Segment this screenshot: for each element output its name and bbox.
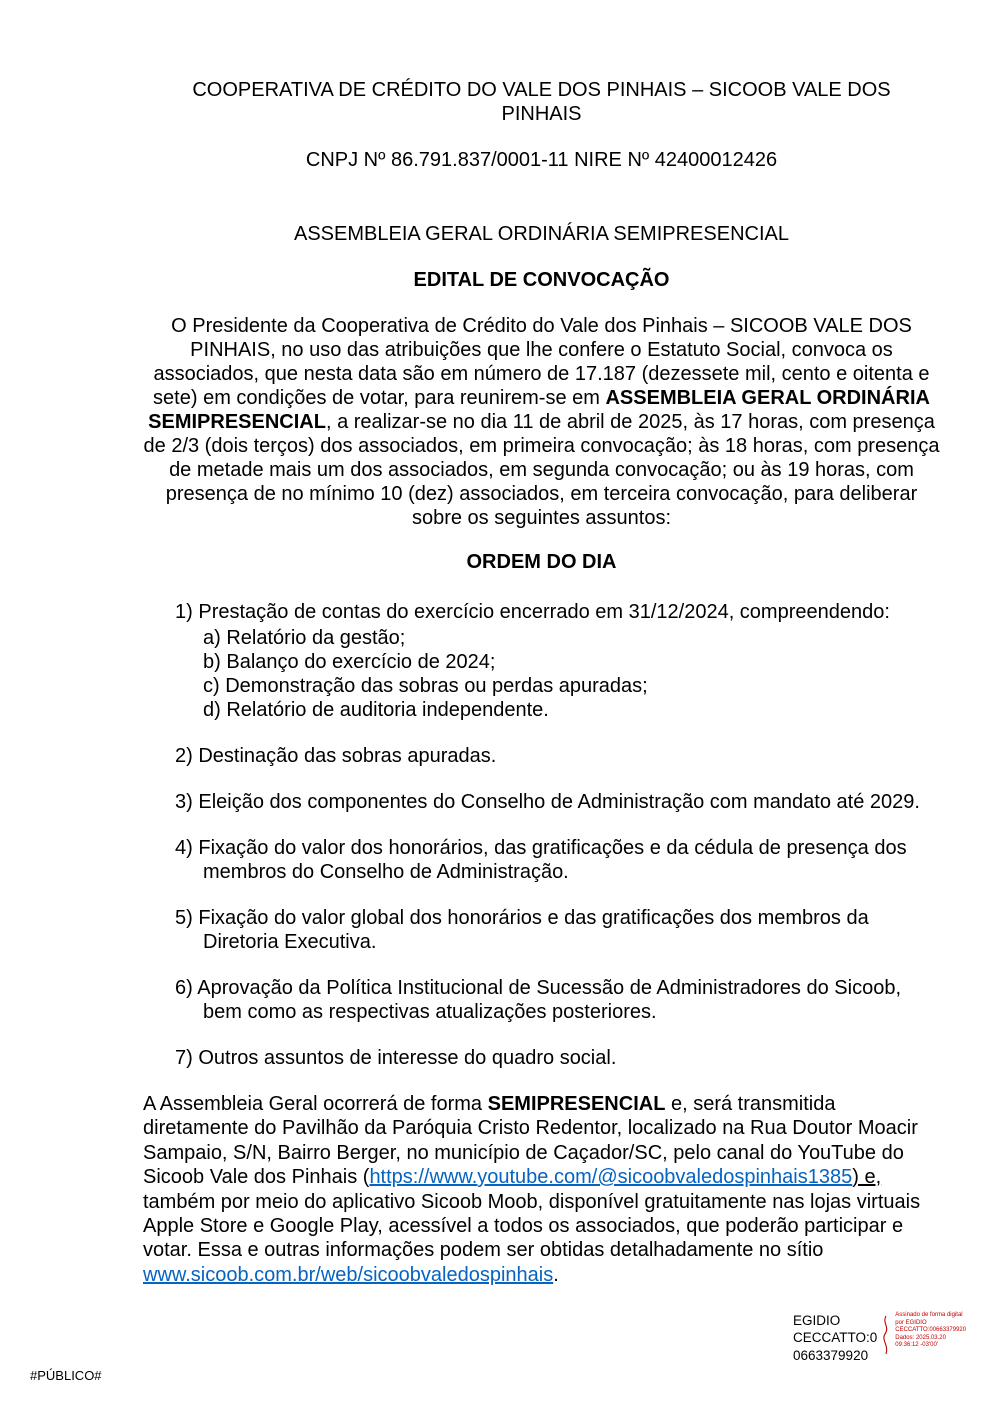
intro-bold-assembly: ASSEMBLEIA GERAL ORDINÁRIA SEMIPRESENCIAL (148, 387, 930, 433)
item-text: Aprovação da Política Institucional de Sucessão de Administradores do Sicoob, bem como as respectivas atualizações posteriores. (197, 977, 901, 1023)
agenda-item-6 (143, 976, 940, 1024)
doc-title: COOPERATIVA DE CRÉDITO DO VALE DOS PINHAIS – SICOOB VALE DOS PINHAIS (192, 79, 891, 125)
sicoob-site-link[interactable]: www.sicoob.com.br/web/sicoobvaledospinhais (143, 1263, 554, 1286)
agenda-item-7 (143, 1046, 940, 1070)
agenda-item-2 (143, 744, 940, 768)
agenda-item-4 (143, 836, 940, 884)
intro-text-1: O Presidente da Cooperativa de Crédito do Vale dos Pinhais – SICOOB VALE DOS PINHAIS, no uso das atribuições que lhe confere o Estatuto Social, convoca os associados, que nesta data são em número de 17.187 (dezessete mil, cento e oitenta e sete) em condições de votar, para reunirem-se em (153, 315, 930, 409)
agenda-subitem (203, 698, 940, 722)
agenda-item-text (175, 600, 940, 624)
digital-signature-block (793, 1312, 967, 1364)
closing-text-2: e, será transmitida diretamente do Pavilhão da Paróquia Cristo Redentor, localizado na Rua Doutor Moacir Sampaio, S/N, Bairro Berger, no município de Caçador/SC, pelo canal do YouTube do Sicoob Vale dos Pinhais ( (143, 1093, 918, 1189)
item-number: 4) (175, 837, 193, 859)
closing-text-3b: também por meio do aplicativo Sicoob Moob, disponível gratuitamente nas lojas virtuais Apple Store e Google Play, acessível a todos os associados, que poderão participar e votar. Essa e outras informações podem ser obtidas detalhadamente no sítio (143, 1190, 921, 1262)
item-number: 6) (175, 977, 193, 999)
subitem-text: Balanço do exercício de 2024; (226, 651, 496, 673)
item-text: Destinação das sobras apuradas. (198, 745, 497, 767)
subitem-text: Demonstração das sobras ou perdas apuradas; (225, 675, 648, 697)
item-number: 5) (175, 907, 193, 929)
subitem-letter: a) (203, 627, 221, 649)
subitem-text: Relatório da gestão; (226, 627, 406, 649)
agenda-subitems (203, 626, 940, 722)
item-text: Eleição dos componentes do Conselho de Administração com mandato até 2029. (198, 791, 920, 813)
signature-details: Assinado de forma digital por EGIDIO CECCATTO:00663379920 Dados: 2025.03.20 09:36:12 -03'00' (895, 1312, 967, 1348)
closing-bold-semipresencial: SEMIPRESENCIAL (487, 1093, 666, 1115)
agenda-item-text (175, 1046, 940, 1070)
agenda-item-text (175, 906, 940, 954)
agenda-list (143, 600, 940, 1070)
agenda-title: ORDEM DO DIA (466, 551, 617, 573)
item-text: Outros assuntos de interesse do quadro social. (198, 1047, 617, 1069)
subitem-letter: c) (203, 675, 220, 697)
intro-text-2: , a realizar-se no dia 11 de abril de 2025, às 17 horas, com presença de 2/3 (dois terços) dos associados, em primeira convocação; às 18 horas, com presença de metade mais um dos associados, em segunda convocação; ou às 19 horas, com presença de no mínimo 10 (dez) associados, em terceira convocação, para deliberar sobre os seguintes assuntos: (143, 411, 940, 529)
item-text: Prestação de contas do exercício encerrado em 31/12/2024, compreendendo: (198, 601, 890, 623)
signature-name (793, 1312, 877, 1364)
agenda-item-1 (143, 600, 940, 722)
item-text: Fixação do valor dos honorários, das gratificações e da cédula de presença dos membros do Conselho de Administração. (198, 837, 907, 883)
agenda-item-text (175, 744, 940, 768)
closing-paragraph (143, 1092, 940, 1287)
youtube-link[interactable]: https://www.youtube.com/@sicoobvaledospinhais1385 (369, 1166, 853, 1189)
closing-text-1: A Assembleia Geral ocorrerá de forma (143, 1093, 488, 1115)
subitem-text: Relatório de auditoria independente. (226, 699, 549, 721)
item-number: 2) (175, 745, 193, 767)
intro-paragraph (143, 314, 940, 530)
agenda-item-text (175, 836, 940, 884)
closing-text-4: . (553, 1263, 559, 1286)
item-number: 7) (175, 1047, 193, 1069)
agenda-item-3 (143, 790, 940, 814)
signature-name-line: 0663379920 (793, 1347, 869, 1363)
agenda-subitem (203, 674, 940, 698)
closing-text-3a: ) e, (852, 1166, 882, 1189)
edital-title: EDITAL DE CONVOCAÇÃO (413, 269, 670, 291)
agenda-item-text (175, 790, 940, 814)
assembly-title: ASSEMBLEIA GERAL ORDINÁRIA SEMIPRESENCIAL (294, 223, 789, 245)
agenda-item-5 (143, 906, 940, 954)
doc-registration: CNPJ Nº 86.791.837/0001-11 NIRE Nº 42400012426 (305, 149, 778, 171)
item-number: 1) (175, 601, 193, 623)
signature-squiggle-icon (880, 1314, 892, 1356)
item-number: 3) (175, 791, 193, 813)
agenda-subitem (203, 626, 940, 650)
subitem-letter: d) (203, 699, 221, 721)
classification-label: #PÚBLICO# (30, 1368, 102, 1384)
agenda-item-text (175, 976, 940, 1024)
subitem-letter: b) (203, 651, 221, 673)
signature-name-line: EGIDIO (793, 1313, 841, 1328)
agenda-subitem (203, 650, 940, 674)
item-text: Fixação do valor global dos honorários e das gratificações dos membros da Diretoria Executiva. (198, 907, 869, 953)
doc-header (143, 78, 940, 292)
signature-name-line: CECCATTO:0 (793, 1330, 878, 1346)
